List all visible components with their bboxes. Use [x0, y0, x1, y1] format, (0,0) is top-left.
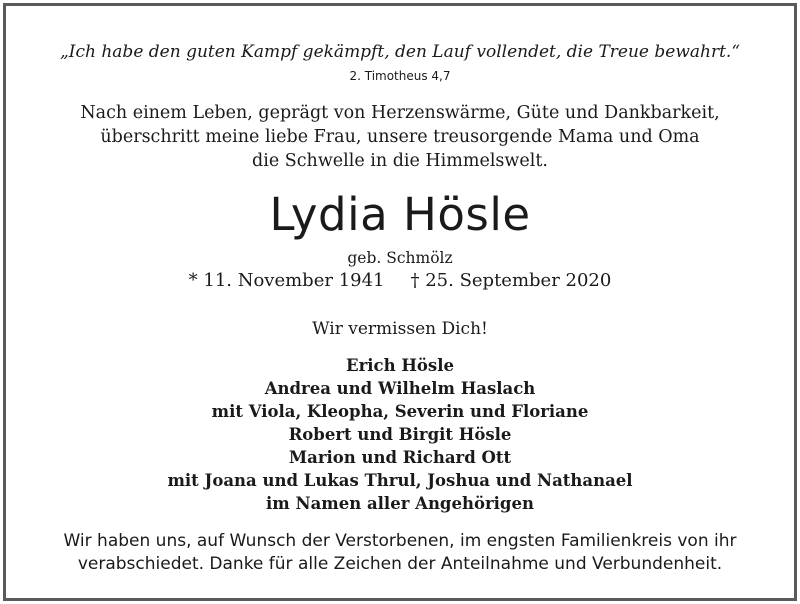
closing-line: verabschiedet. Danke für alle Zeichen der Anteilnahme und Verbundenheit. [77, 554, 723, 574]
mourner-line: Robert und Birgit Hösle [288, 425, 512, 444]
bible-verse-reference: 2. Timotheus 4,7 [349, 69, 451, 83]
obituary-frame [3, 3, 797, 601]
mourner-line: Marion und Richard Ott [288, 448, 512, 467]
deceased-name: Lydia Hösle [269, 188, 531, 241]
intro-line: Nach einem Leben, geprägt von Herzenswärme, Güte und Dankbarkeit, [80, 103, 720, 123]
life-dates [6, 270, 794, 291]
mourner-line: Erich Hösle [346, 356, 454, 375]
mourner-line: im Namen aller Angehörigen [266, 494, 534, 513]
intro-line: die Schwelle in die Himmelswelt. [252, 151, 548, 171]
farewell-text: Wir vermissen Dich! [312, 319, 488, 339]
mourner-line: mit Viola, Kleopha, Severin und Floriane [211, 402, 589, 421]
death-date: † 25. September 2020 [410, 270, 612, 291]
bible-quote: „Ich habe den guten Kampf gekämpft, den Lauf vollendet, die Treue bewahrt.“ [59, 42, 741, 62]
birth-name: geb. Schmölz [347, 249, 453, 267]
mourner-line: Andrea und Wilhelm Haslach [264, 379, 536, 398]
closing-line: Wir haben uns, auf Wunsch der Verstorbenen, im engsten Familienkreis von ihr [63, 531, 737, 551]
intro-line: überschritt meine liebe Frau, unsere treusorgende Mama und Oma [100, 127, 700, 147]
mourner-line: mit Joana und Lukas Thrul, Joshua und Nathanael [167, 471, 633, 490]
obituary-content [6, 6, 794, 598]
birth-date: * 11. November 1941 [188, 270, 385, 291]
